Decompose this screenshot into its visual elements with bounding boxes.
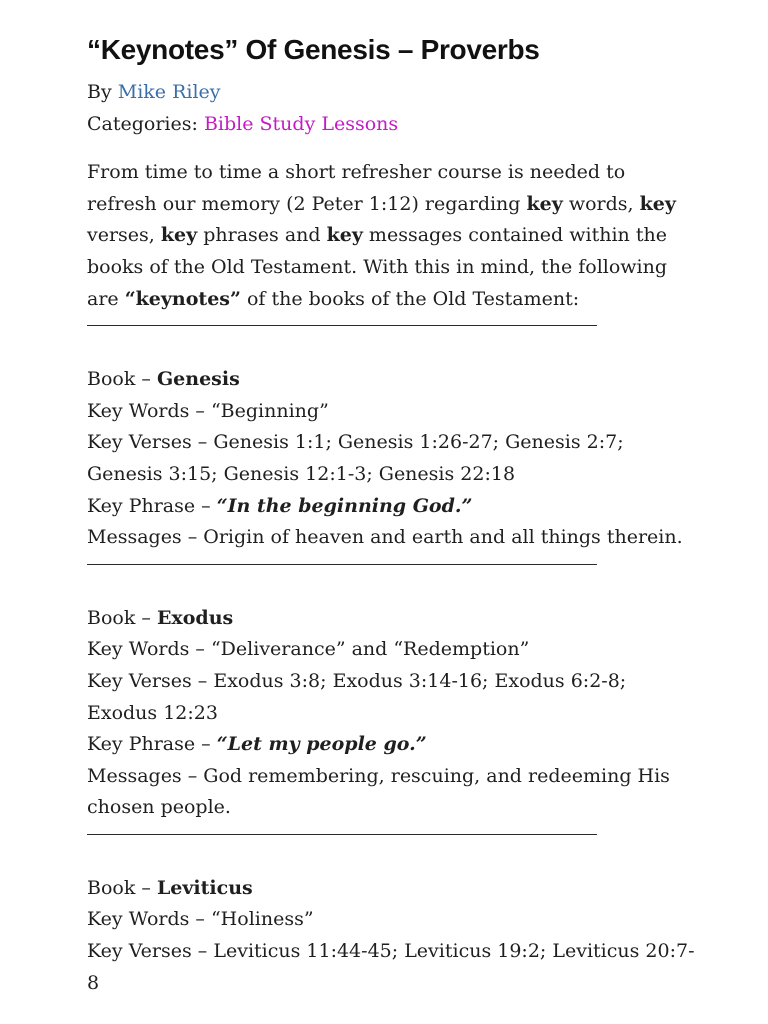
divider: [87, 325, 597, 326]
intro-text: of the books of the Old Testament:: [240, 287, 580, 310]
categories-prefix: Categories:: [87, 112, 204, 135]
book-name: Leviticus: [156, 876, 253, 899]
messages-line: [87, 761, 697, 824]
intro-bold-keynotes: “keynotes”: [124, 287, 241, 310]
intro-bold-key: key: [326, 224, 363, 247]
key-words-value: “Beginning”: [210, 399, 329, 422]
key-words-label: Key Words –: [87, 908, 211, 931]
categories-line: [87, 109, 697, 141]
key-verses-line: [87, 427, 697, 490]
messages-value: God remembering, rescuing, and redeeming His chosen people.: [87, 764, 670, 819]
book-name-line: [87, 603, 697, 635]
intro-bold-key: key: [160, 224, 198, 247]
key-verses-line: [87, 666, 697, 729]
intro-bold-key: key: [526, 192, 563, 215]
intro-text: verses,: [87, 224, 161, 247]
key-verses-label: Key Verses –: [87, 669, 214, 692]
intro-text: From time to time a short refresher course is needed to refresh our memory (2 Peter 1:12) regarding: [87, 161, 626, 215]
key-words-line: [87, 634, 697, 666]
messages-label: Messages –: [87, 764, 204, 787]
key-verses-line: [87, 936, 697, 999]
book-name: Exodus: [156, 606, 234, 629]
key-words-line: [87, 904, 697, 936]
messages-value: Origin of heaven and earth and all things therein.: [203, 526, 683, 549]
key-verses-label: Key Verses –: [87, 940, 214, 963]
author-link[interactable]: Mike Riley: [117, 81, 221, 103]
key-phrase-label: Key Phrase –: [87, 733, 217, 756]
byline: [87, 77, 697, 109]
key-verses-value: Exodus 3:8; Exodus 3:14-16; Exodus 6:2-8; Exodus 12:23: [87, 669, 627, 724]
article: [87, 0, 697, 999]
intro-text: phrases and: [197, 224, 327, 247]
key-words-value: “Deliverance” and “Redemption”: [210, 638, 530, 661]
key-verses-label: Key Verses –: [87, 431, 214, 454]
article-title: “Keynotes” Of Genesis – Proverbs: [87, 34, 540, 65]
category-link[interactable]: Bible Study Lessons: [203, 112, 399, 135]
divider: [87, 564, 597, 565]
key-phrase-value: “In the beginning God.”: [216, 494, 473, 517]
key-verses-value: Genesis 1:1; Genesis 1:26-27; Genesis 2:7; Genesis 3:15; Genesis 12:1-3; Genesis 22:18: [87, 431, 624, 485]
divider: [87, 834, 597, 835]
key-phrase-label: Key Phrase –: [87, 494, 217, 517]
article-meta: [87, 77, 697, 140]
intro-paragraph: [87, 157, 697, 315]
book-label: Book –: [87, 876, 157, 899]
key-words-label: Key Words –: [87, 399, 211, 422]
book-entry-exodus: [87, 603, 697, 824]
intro-text: messages contained within the books of the Old Testament. With this in mind, the following are: [87, 224, 668, 310]
key-verses-value: Leviticus 11:44-45; Leviticus 19:2; Leviticus 20:7-8: [87, 940, 695, 994]
key-phrase-line: [87, 491, 697, 523]
book-name-line: [87, 364, 697, 396]
messages-line: [87, 522, 697, 554]
intro-bold-key: key: [639, 192, 676, 215]
key-words-line: [87, 396, 697, 428]
book-entry-leviticus: [87, 873, 697, 999]
intro-text: words,: [562, 192, 640, 215]
book-name: Genesis: [156, 368, 240, 391]
key-words-value: “Holiness”: [210, 908, 314, 931]
book-entry-genesis: [87, 364, 697, 554]
byline-prefix: By: [87, 81, 118, 103]
book-label: Book –: [87, 368, 157, 391]
book-name-line: [87, 873, 697, 905]
key-phrase-value: “Let my people go.”: [216, 733, 427, 756]
messages-label: Messages –: [87, 526, 204, 549]
key-words-label: Key Words –: [87, 638, 211, 661]
key-phrase-line: [87, 729, 697, 761]
book-label: Book –: [87, 606, 157, 629]
